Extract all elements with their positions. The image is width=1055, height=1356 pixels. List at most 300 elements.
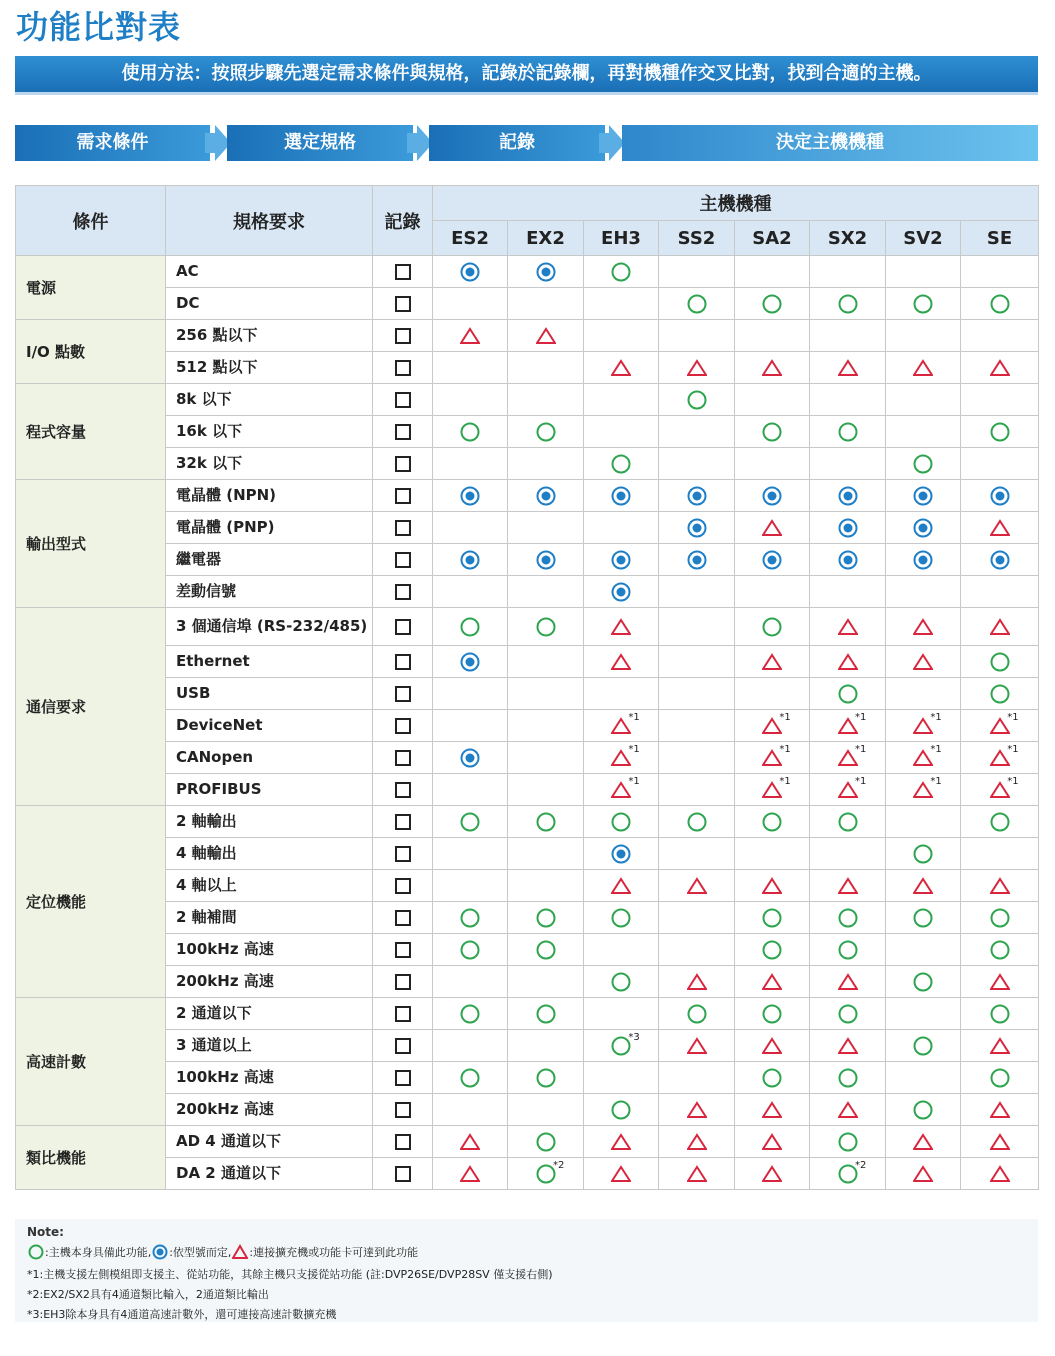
- record-cell: [373, 256, 433, 288]
- mark-cell-eh3: [584, 838, 659, 870]
- mark-cell-sv2: [886, 320, 961, 352]
- footnote-marker: *1: [1007, 776, 1019, 787]
- mark-cell-ex2: [508, 1158, 584, 1190]
- footnote-marker: *1: [855, 712, 867, 723]
- mark-cell-se: [961, 1094, 1039, 1126]
- record-cell: [373, 608, 433, 646]
- circle-icon: [460, 908, 480, 926]
- mark-cell-ss2: [659, 320, 735, 352]
- record-checkbox[interactable]: [395, 296, 411, 312]
- mark-cell-es2: [433, 1126, 508, 1158]
- mark-cell-ex2: [508, 838, 584, 870]
- mark-cell-ex2: [508, 416, 584, 448]
- mark-cell-es2: [433, 544, 508, 576]
- record-checkbox[interactable]: [395, 718, 411, 734]
- mark-cell-sx2: [810, 934, 886, 966]
- circle-icon: [838, 908, 858, 926]
- mark-cell-ex2: [508, 1094, 584, 1126]
- mark-cell-sv2: [886, 1030, 961, 1062]
- record-checkbox[interactable]: [395, 1134, 411, 1150]
- mark-cell-ex2: [508, 646, 584, 678]
- mark-cell-ss2: [659, 544, 735, 576]
- mark-cell-sx2: [810, 608, 886, 646]
- table-row: [16, 838, 1039, 870]
- record-checkbox[interactable]: [395, 910, 411, 926]
- mark-cell-ex2: [508, 480, 584, 512]
- record-checkbox[interactable]: [395, 1102, 411, 1118]
- mark-cell-se: [961, 320, 1039, 352]
- mark-cell-es2: [433, 512, 508, 544]
- circle-icon: [913, 454, 933, 472]
- record-cell: [373, 544, 433, 576]
- double-circle-icon: [838, 486, 858, 504]
- footnote-marker: *1: [855, 744, 867, 755]
- spec-cell: 3 個通信埠 (RS-232/485): [166, 608, 373, 646]
- header-condition: 條件: [16, 186, 166, 256]
- mark-cell-sx2: [810, 448, 886, 480]
- mark-cell-es2: [433, 1094, 508, 1126]
- mark-cell-es2: [433, 608, 508, 646]
- mark-cell-es2: [433, 1030, 508, 1062]
- table-row: [16, 352, 1039, 384]
- mark-cell-es2: [433, 934, 508, 966]
- record-cell: [373, 1062, 433, 1094]
- circle-icon: [687, 294, 707, 312]
- table-row: [16, 448, 1039, 480]
- mark-cell-eh3: [584, 448, 659, 480]
- triangle-icon: [838, 876, 858, 894]
- spec-cell: 100kHz 高速: [166, 934, 373, 966]
- mark-cell-sv2: [886, 1062, 961, 1094]
- circle-icon: [762, 908, 782, 926]
- record-checkbox[interactable]: [395, 424, 411, 440]
- triangle-icon: [687, 1100, 707, 1118]
- mark-cell-sa2: [735, 966, 810, 998]
- mark-cell-ss2: [659, 256, 735, 288]
- double-circle-icon: [460, 486, 480, 504]
- mark-cell-sx2: [810, 480, 886, 512]
- mark-cell-sa2: [735, 806, 810, 838]
- table-row: [16, 1094, 1039, 1126]
- mark-cell-sx2: [810, 870, 886, 902]
- table-row: [16, 1062, 1039, 1094]
- mark-cell-sv2: [886, 838, 961, 870]
- triangle-icon: [913, 876, 933, 894]
- circle-icon: [990, 812, 1010, 830]
- mark-cell-es2: [433, 448, 508, 480]
- circle-icon: [536, 908, 556, 926]
- double-circle-icon: [152, 1244, 168, 1260]
- legend-triangle-text: :連接擴充機或功能卡可達到此功能: [249, 1246, 419, 1259]
- mark-cell-ss2: [659, 1094, 735, 1126]
- triangle-icon: [913, 1164, 933, 1182]
- circle-icon: [536, 812, 556, 830]
- mark-cell-sv2: [886, 512, 961, 544]
- footnote-marker: *1: [855, 776, 867, 787]
- mark-cell-se: [961, 512, 1039, 544]
- mark-cell-eh3: [584, 710, 659, 742]
- mark-cell-sx2: [810, 576, 886, 608]
- mark-cell-ss2: [659, 576, 735, 608]
- mark-cell-ex2: [508, 448, 584, 480]
- mark-cell-eh3: [584, 742, 659, 774]
- record-checkbox[interactable]: [395, 392, 411, 408]
- mark-cell-eh3: [584, 774, 659, 806]
- step-flow: [15, 125, 1038, 161]
- mark-cell-es2: [433, 966, 508, 998]
- model-ex2: EX2: [508, 221, 584, 256]
- mark-cell-sv2: [886, 1158, 961, 1190]
- table-row: [16, 646, 1039, 678]
- circle-icon: [990, 294, 1010, 312]
- table-row: [16, 288, 1039, 320]
- mark-cell-sx2: [810, 384, 886, 416]
- mark-cell-se: [961, 256, 1039, 288]
- record-cell: [373, 416, 433, 448]
- mark-cell-ex2: [508, 544, 584, 576]
- mark-cell-es2: [433, 998, 508, 1030]
- mark-cell-sa2: [735, 1062, 810, 1094]
- mark-cell-es2: [433, 288, 508, 320]
- table-row: [16, 384, 1039, 416]
- triangle-icon: [762, 876, 782, 894]
- record-checkbox[interactable]: [395, 782, 411, 798]
- mark-cell-sx2: [810, 806, 886, 838]
- circle-icon: [611, 908, 631, 926]
- mark-cell-sa2: [735, 384, 810, 416]
- footnote-marker: *1: [930, 744, 942, 755]
- record-cell: [373, 320, 433, 352]
- record-checkbox[interactable]: [395, 619, 411, 635]
- footnote-marker: *1: [628, 712, 640, 723]
- record-checkbox[interactable]: [395, 974, 411, 990]
- circle-icon: [990, 940, 1010, 958]
- mark-cell-sx2: [810, 320, 886, 352]
- circle-icon: [762, 940, 782, 958]
- record-checkbox[interactable]: [395, 520, 411, 536]
- mark-cell-ex2: [508, 806, 584, 838]
- record-cell: [373, 838, 433, 870]
- record-checkbox[interactable]: [395, 942, 411, 958]
- mark-cell-eh3: [584, 1062, 659, 1094]
- table-row: [16, 870, 1039, 902]
- mark-cell-ss2: [659, 838, 735, 870]
- mark-cell-sa2: [735, 742, 810, 774]
- triangle-icon: [762, 972, 782, 990]
- spec-cell: 繼電器: [166, 544, 373, 576]
- triangle-icon: [611, 652, 631, 670]
- note-3: *3:EH3除本身具有4通道高速計數外，還可連接高速計數擴充機: [27, 1308, 337, 1321]
- mark-cell-sv2: [886, 352, 961, 384]
- triangle-icon: [687, 1132, 707, 1150]
- mark-cell-sa2: [735, 320, 810, 352]
- double-circle-icon: [913, 486, 933, 504]
- mark-cell-ex2: [508, 576, 584, 608]
- record-checkbox[interactable]: [395, 878, 411, 894]
- mark-cell-sa2: [735, 678, 810, 710]
- mark-cell-sa2: [735, 1094, 810, 1126]
- mark-cell-ex2: [508, 256, 584, 288]
- table-row: [16, 710, 1039, 742]
- table-row: [16, 1030, 1039, 1062]
- mark-cell-es2: [433, 806, 508, 838]
- table-row: [16, 416, 1039, 448]
- circle-icon: [838, 1004, 858, 1022]
- triangle-icon: [460, 1164, 480, 1182]
- mark-cell-ex2: [508, 384, 584, 416]
- table-row: [16, 742, 1039, 774]
- mark-cell-se: [961, 998, 1039, 1030]
- note-section: [15, 1219, 1038, 1322]
- double-circle-icon: [990, 486, 1010, 504]
- mark-cell-se: [961, 710, 1039, 742]
- mark-cell-sx2: [810, 966, 886, 998]
- mark-cell-sv2: [886, 806, 961, 838]
- triangle-icon: [990, 972, 1010, 990]
- mark-cell-sx2: [810, 998, 886, 1030]
- triangle-icon: [913, 1132, 933, 1150]
- mark-cell-ex2: [508, 998, 584, 1030]
- record-cell: [373, 998, 433, 1030]
- circle-icon: [762, 1068, 782, 1086]
- spec-cell: PROFIBUS: [166, 774, 373, 806]
- mark-cell-eh3: [584, 1030, 659, 1062]
- mark-cell-eh3: [584, 806, 659, 838]
- triangle-icon: [460, 326, 480, 344]
- record-checkbox[interactable]: [395, 456, 411, 472]
- circle-icon: [536, 1004, 556, 1022]
- record-checkbox[interactable]: [395, 488, 411, 504]
- mark-cell-ss2: [659, 998, 735, 1030]
- double-circle-icon: [762, 486, 782, 504]
- record-checkbox[interactable]: [395, 1070, 411, 1086]
- triangle-icon: [990, 1132, 1010, 1150]
- mark-cell-ex2: [508, 742, 584, 774]
- footnote-marker: *1: [930, 776, 942, 787]
- mark-cell-sx2: [810, 742, 886, 774]
- mark-cell-es2: [433, 320, 508, 352]
- mark-cell-sv2: [886, 384, 961, 416]
- header-record: 記錄: [373, 186, 433, 256]
- mark-cell-ex2: [508, 710, 584, 742]
- mark-cell-se: [961, 544, 1039, 576]
- mark-cell-sx2: [810, 838, 886, 870]
- mark-cell-ss2: [659, 806, 735, 838]
- model-sx2: SX2: [810, 221, 886, 256]
- spec-cell: 100kHz 高速: [166, 1062, 373, 1094]
- circle-icon: [536, 1132, 556, 1150]
- spec-cell: 8k 以下: [166, 384, 373, 416]
- mark-cell-sv2: [886, 774, 961, 806]
- mark-cell-ss2: [659, 934, 735, 966]
- table-row: [16, 998, 1039, 1030]
- mark-cell-ss2: [659, 608, 735, 646]
- mark-cell-ex2: [508, 870, 584, 902]
- record-checkbox[interactable]: [395, 584, 411, 600]
- usage-text: 使用方法：按照步驟先選定需求條件與規格，記錄於記錄欄，再對機種作交叉比對，找到合適的主機。: [121, 63, 932, 84]
- mark-cell-es2: [433, 256, 508, 288]
- mark-cell-sx2: [810, 1094, 886, 1126]
- record-checkbox[interactable]: [395, 1166, 411, 1182]
- mark-cell-sa2: [735, 934, 810, 966]
- mark-cell-ex2: [508, 352, 584, 384]
- spec-cell: 3 通道以上: [166, 1030, 373, 1062]
- circle-icon: [913, 1036, 933, 1054]
- record-checkbox[interactable]: [395, 846, 411, 862]
- table-row: [16, 1126, 1039, 1158]
- mark-cell-eh3: [584, 646, 659, 678]
- circle-icon: [990, 652, 1010, 670]
- spec-cell: 16k 以下: [166, 416, 373, 448]
- triangle-icon: [687, 1164, 707, 1182]
- footnote-marker: *1: [1007, 744, 1019, 755]
- mark-cell-sv2: [886, 934, 961, 966]
- circle-icon: [611, 262, 631, 280]
- mark-cell-se: [961, 646, 1039, 678]
- double-circle-icon: [838, 550, 858, 568]
- circle-icon: [913, 972, 933, 990]
- table-row: [16, 256, 1039, 288]
- mark-cell-sv2: [886, 480, 961, 512]
- mark-cell-sx2: [810, 710, 886, 742]
- record-checkbox[interactable]: [395, 814, 411, 830]
- condition-cell: 輸出型式: [16, 480, 166, 608]
- mark-cell-sx2: [810, 646, 886, 678]
- mark-cell-es2: [433, 902, 508, 934]
- mark-cell-sv2: [886, 646, 961, 678]
- table-row: [16, 902, 1039, 934]
- mark-cell-es2: [433, 1158, 508, 1190]
- mark-cell-ss2: [659, 870, 735, 902]
- usage-banner: [15, 56, 1038, 92]
- legend-double-circle-text: :依型號而定,: [169, 1246, 232, 1259]
- step-record: 記錄: [429, 125, 605, 161]
- mark-cell-se: [961, 448, 1039, 480]
- triangle-icon: [990, 1036, 1010, 1054]
- mark-cell-sx2: [810, 678, 886, 710]
- mark-cell-se: [961, 838, 1039, 870]
- record-cell: [373, 774, 433, 806]
- note-title: Note:: [27, 1225, 64, 1239]
- step-requirement: 需求條件: [15, 125, 210, 161]
- circle-icon: [536, 617, 556, 635]
- mark-cell-sv2: [886, 710, 961, 742]
- spec-cell: 200kHz 高速: [166, 1094, 373, 1126]
- mark-cell-eh3: [584, 678, 659, 710]
- mark-cell-ex2: [508, 512, 584, 544]
- mark-cell-sv2: [886, 256, 961, 288]
- triangle-icon: [611, 1132, 631, 1150]
- mark-cell-ex2: [508, 320, 584, 352]
- record-checkbox[interactable]: [395, 552, 411, 568]
- triangle-icon: [838, 358, 858, 376]
- double-circle-icon: [536, 550, 556, 568]
- mark-cell-sa2: [735, 608, 810, 646]
- mark-cell-ss2: [659, 288, 735, 320]
- mark-cell-sa2: [735, 870, 810, 902]
- table-row: [16, 544, 1039, 576]
- double-circle-icon: [838, 518, 858, 536]
- mark-cell-eh3: [584, 1126, 659, 1158]
- table-row: [16, 774, 1039, 806]
- note-2: *2:EX2/SX2具有4通道類比輸入，2通道類比輸出: [27, 1288, 269, 1301]
- mark-cell-sv2: [886, 742, 961, 774]
- mark-cell-es2: [433, 576, 508, 608]
- record-cell: [373, 870, 433, 902]
- spec-cell: 256 點以下: [166, 320, 373, 352]
- mark-cell-se: [961, 774, 1039, 806]
- spec-cell: 32k 以下: [166, 448, 373, 480]
- record-checkbox[interactable]: [395, 686, 411, 702]
- record-cell: [373, 1030, 433, 1062]
- spec-cell: 200kHz 高速: [166, 966, 373, 998]
- mark-cell-ss2: [659, 966, 735, 998]
- mark-cell-sv2: [886, 902, 961, 934]
- record-cell: [373, 352, 433, 384]
- mark-cell-es2: [433, 870, 508, 902]
- circle-icon: [990, 1068, 1010, 1086]
- double-circle-icon: [913, 518, 933, 536]
- record-checkbox[interactable]: [395, 264, 411, 280]
- mark-cell-se: [961, 678, 1039, 710]
- record-checkbox[interactable]: [395, 654, 411, 670]
- mark-cell-sa2: [735, 448, 810, 480]
- circle-icon: [838, 684, 858, 702]
- mark-cell-se: [961, 1030, 1039, 1062]
- double-circle-icon: [990, 550, 1010, 568]
- mark-cell-se: [961, 576, 1039, 608]
- spec-cell: 差動信號: [166, 576, 373, 608]
- triangle-icon: [990, 1100, 1010, 1118]
- mark-cell-sv2: [886, 416, 961, 448]
- model-sv2: SV2: [886, 221, 961, 256]
- condition-cell: 通信要求: [16, 608, 166, 806]
- mark-cell-es2: [433, 710, 508, 742]
- record-checkbox[interactable]: [395, 1038, 411, 1054]
- mark-cell-se: [961, 934, 1039, 966]
- mark-cell-ex2: [508, 1126, 584, 1158]
- circle-icon: [460, 812, 480, 830]
- mark-cell-ss2: [659, 1158, 735, 1190]
- mark-cell-eh3: [584, 934, 659, 966]
- triangle-icon: [762, 358, 782, 376]
- footnote-marker: *1: [1007, 712, 1019, 723]
- mark-cell-sa2: [735, 256, 810, 288]
- record-checkbox[interactable]: [395, 750, 411, 766]
- mark-cell-sa2: [735, 352, 810, 384]
- record-checkbox[interactable]: [395, 360, 411, 376]
- mark-cell-sa2: [735, 576, 810, 608]
- mark-cell-se: [961, 416, 1039, 448]
- record-checkbox[interactable]: [395, 328, 411, 344]
- footnote-marker: *1: [779, 776, 791, 787]
- record-cell: [373, 902, 433, 934]
- table-row: [16, 806, 1039, 838]
- table-row: [16, 608, 1039, 646]
- mark-cell-sx2: [810, 512, 886, 544]
- mark-cell-sx2: [810, 416, 886, 448]
- record-checkbox[interactable]: [395, 1006, 411, 1022]
- triangle-icon: [611, 617, 631, 635]
- spec-cell: AC: [166, 256, 373, 288]
- mark-cell-sx2: [810, 288, 886, 320]
- spec-cell: 512 點以下: [166, 352, 373, 384]
- triangle-icon: [838, 1036, 858, 1054]
- triangle-icon: [611, 1164, 631, 1182]
- mark-cell-ss2: [659, 774, 735, 806]
- spec-cell: USB: [166, 678, 373, 710]
- footnote-marker: *1: [930, 712, 942, 723]
